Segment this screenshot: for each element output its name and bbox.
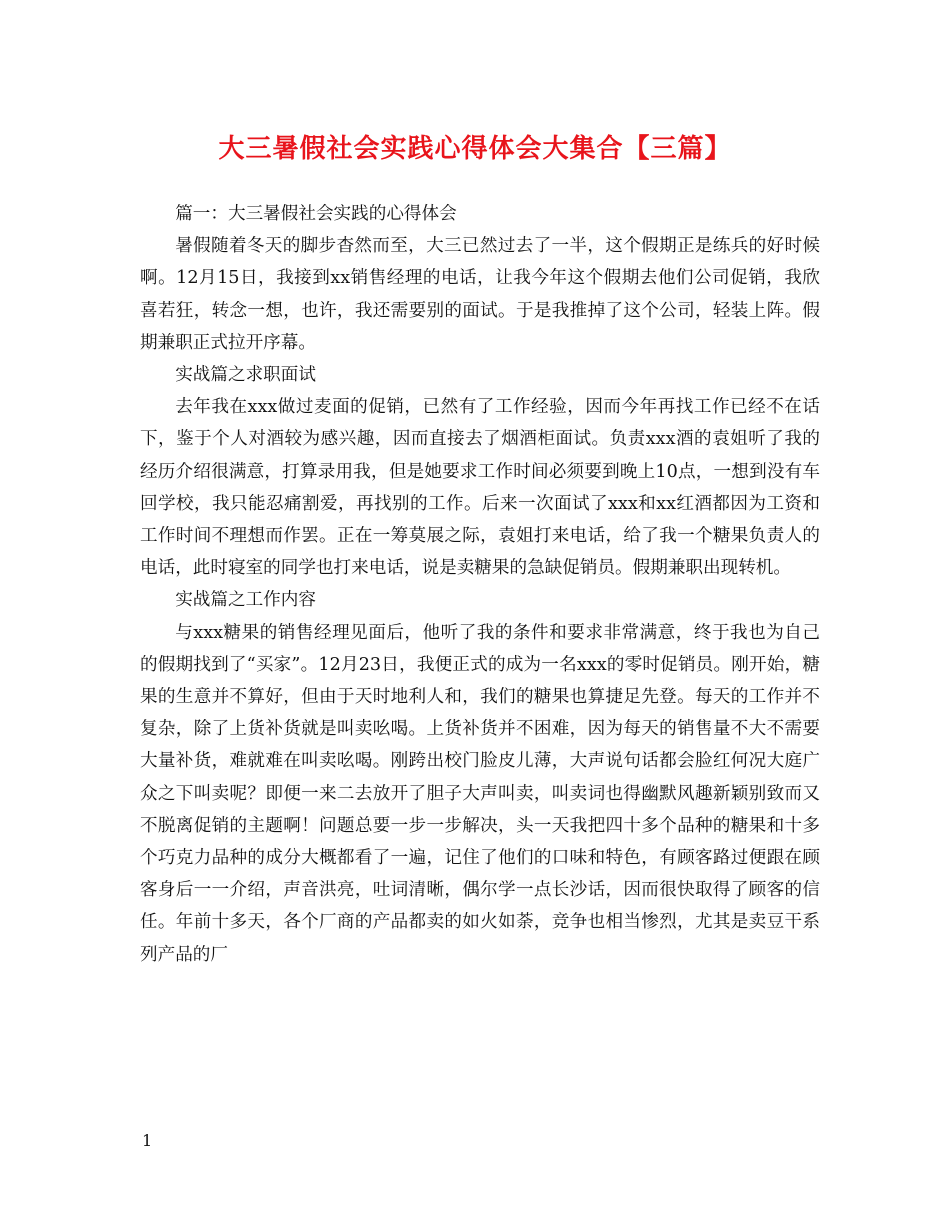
section-heading: 实战篇之求职面试: [175, 365, 316, 386]
page-number: 1: [142, 1131, 153, 1150]
paragraph: 暑假随着冬天的脚步杳然而至，大三已然过去了一半，这个假期正是练兵的好时候啊。12月15日，我接到xx销售经理的电话，让我今年这个假期去他们公司促销，我欣喜若狂，转念一想，也许，我还需要别的面试。于是我推掉了这个公司，轻装上阵。假期兼职正式拉开序幕。: [140, 236, 820, 353]
section-heading: 篇一：大三暑假社会实践的心得体会: [175, 204, 457, 224]
document-body: [140, 198, 820, 971]
document-title: 大三暑假社会实践心得体会大集合【三篇】: [218, 134, 732, 164]
section-heading: 实战篇之工作内容: [175, 590, 316, 611]
paragraph: 与xxx糖果的销售经理见面后，他听了我的条件和要求非常满意，终于我也为自己的假期找到了“买家”。12月23日，我便正式的成为一名xxx的零时促销员。刚开始，糖果的生意并不算好，但由于天时地利人和，我们的糖果也算捷足先登。每天的工作并不复杂，除了上货补货就是叫卖吆喝。上货补货并不困难，因为每天的销售量不大不需要大量补货，难就难在叫卖吆喝。刚跨出校门脸皮儿薄，大声说句话都会脸红何况大庭广众之下叫卖呢？即便一来二去放开了胆子大声叫卖，叫卖词也得幽默风趣新颖别致而又不脱离促销的主题啊！问题总要一步一步解决，头一天我把四十多个品种的糖果和十多个巧克力品种的成分大概都看了一遍，记住了他们的口味和特色，有顾客路过便跟在顾客身后一一介绍，声音洪亮，吐词清晰，偶尔学一点长沙话，因而很快取得了顾客的信任。年前十多天，各个厂商的产品都卖的如火如荼，竞争也相当惨烈，尤其是卖豆干系列产品的厂: [140, 622, 820, 965]
paragraph: 去年我在xxx做过麦面的促销，已然有了工作经验，因而今年再找工作已经不在话下，鉴于个人对酒较为感兴趣，因而直接去了烟酒柜面试。负责xxx酒的袁姐听了我的经历介绍很满意，打算录用我，但是她要求工作时间必须要到晚上10点，一想到没有车回学校，我只能忍痛割爱，再找别的工作。后来一次面试了xxx和xx红酒都因为工资和工作时间不理想而作罢。正在一筹莫展之际，袁姐打来电话，给了我一个糖果负责人的电话，此时寝室的同学也打来电话，说是卖糖果的急缺促销员。假期兼职出现转机。: [140, 397, 820, 579]
